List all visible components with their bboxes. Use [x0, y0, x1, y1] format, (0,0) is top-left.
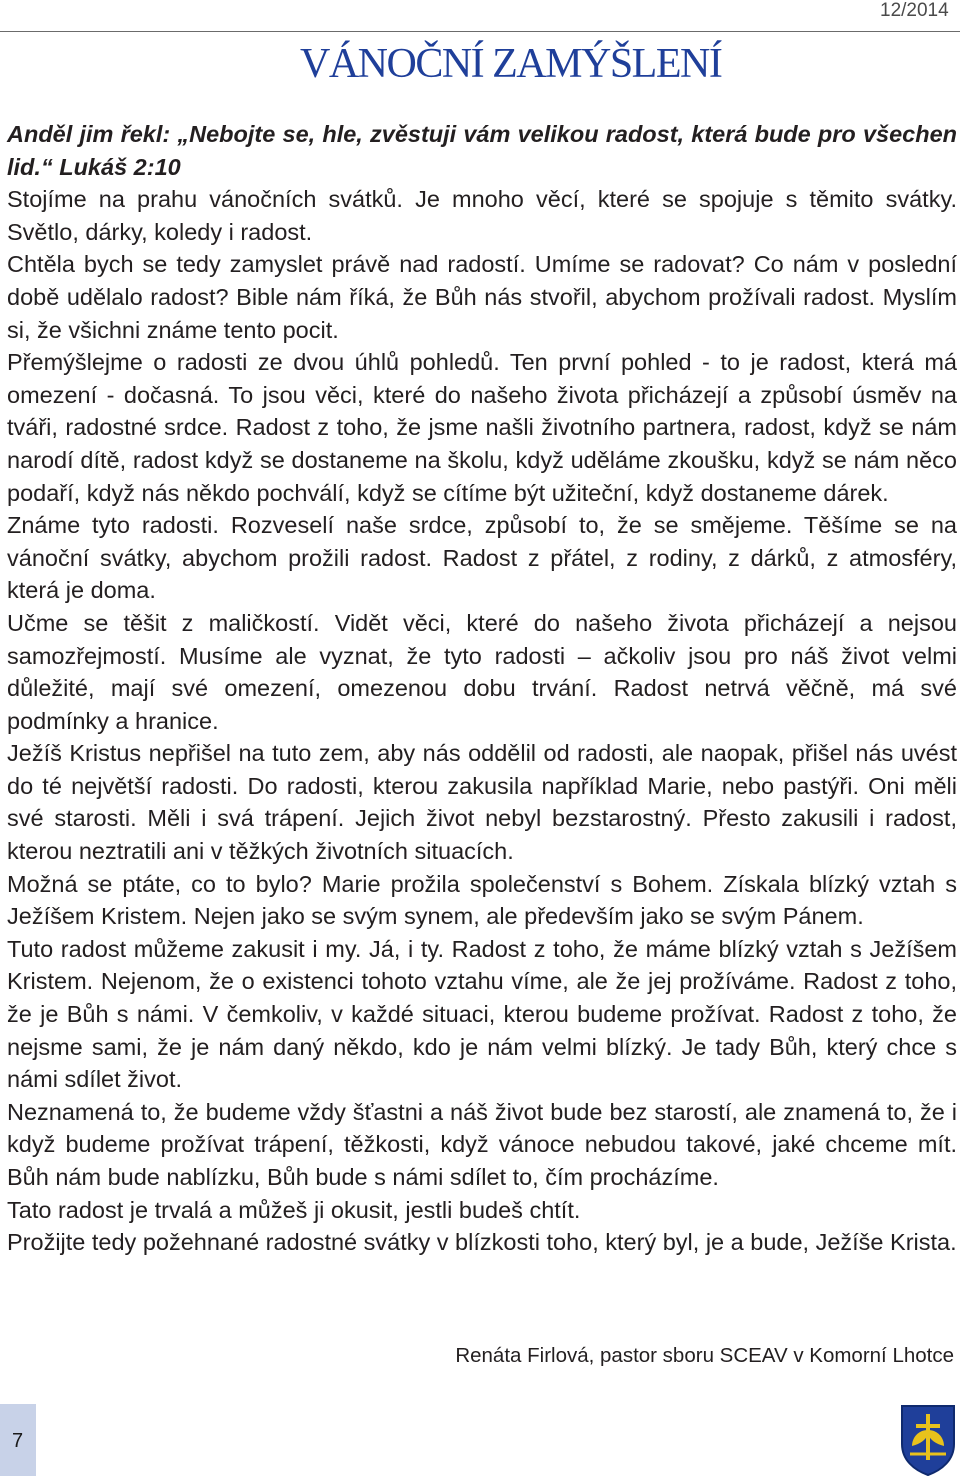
- page-title: VÁNOČNÍ ZAMÝŠLENÍ: [300, 41, 722, 87]
- page-number-tab: [0, 1404, 36, 1476]
- page-number: 7: [12, 1430, 24, 1452]
- paragraph: Ježíš Kristus nepřišel na tuto zem, aby nás oddělil od radosti, ale naopak, přišel nás uvést do té největší radosti. Do radosti, kterou zakusila například Marie, nebo pastýři. Oni měli své starosti. Měli i svá trápení. Jejich život nebyl bezstarostný. Přesto zakusili i radost, kterou neztratili ani v těžkých životních situacích.: [7, 740, 957, 865]
- paragraph: Tato radost je trvalá a můžeš ji okusit, jestli budeš chtít.: [7, 1196, 581, 1223]
- paragraph: Stojíme na prahu vánočních svátků. Je mnoho věcí, které se spojuje s těmito svátky. Světlo, dárky, koledy i radost.: [7, 186, 957, 245]
- header-rule: [0, 31, 960, 32]
- paragraph: Známe tyto radosti. Rozveselí naše srdce, způsobí to, že se smějeme. Těšíme se na vánoční svátky, abychom prožili radost. Radost z přátel, z rodiny, z dárků, z atmosféry, která je doma.: [7, 512, 957, 604]
- paragraph: Tuto radost můžeme zakusit i my. Já, i ty. Radost z toho, že máme blízký vztah s Ježíšem Kristem. Nejenom, že o existenci tohoto vztahu víme, ale že jej prožíváme. Radost z toho, že je Bůh s námi. V čemkoliv, v každé situaci, kterou budeme prožívat. Radost z toho, že nejsme sami, že je nám daný někdo, kdo je nám velmi blízký. Je tady Bůh, který chce s námi sdílet život.: [7, 935, 957, 1093]
- paragraph: Prožijte tedy požehnané radostné svátky v blízkosti toho, který byl, je a bude, Ježíše Krista.: [7, 1229, 957, 1256]
- author-signature: Renáta Firlová, pastor sboru SCEAV v Komorní Lhotce: [455, 1344, 954, 1367]
- paragraph: Neznamená to, že budeme vždy šťastni a náš život bude bez starostí, ale znamená to, že i když budeme prožívat trápení, těžkosti, když vánoce nebudou takové, jaké chceme mít. Bůh nám bude nablízku, Bůh bude s námi sdílet to, čím procházíme.: [7, 1098, 957, 1190]
- paragraph: Přemýšlejme o radosti ze dvou úhlů pohledů. Ten první pohled - to je radost, která má omezení - dočasná. To jsou věci, které do našeho života přicházejí a způsobí úsměv na tváři, radostné srdce. Radost z toho, že jsme našli životního partnera, radost, když se nám narodí dítě, radost když se dostaneme na školu, když uděláme zkoušku, když se nám něco podaří, když nás někdo pochválí, když se cítíme být užiteční, když dostaneme dárek.: [7, 349, 957, 506]
- issue-date: 12/2014: [880, 0, 949, 21]
- article-body: [7, 118, 957, 1259]
- bible-quote: Anděl jim řekl: „Nebojte se, hle, zvěstuji vám velikou radost, která bude pro všechen lid.“ Lukáš 2:10: [7, 121, 957, 180]
- paragraph: Učme se těšit z maličkostí. Vidět věci, které do našeho života přicházejí a nejsou samozřejmostí. Musíme ale vyznat, že tyto radosti – ačkoliv jsou pro náš život velmi důležité, mají své omezení, omezenou dobu trvání. Radost netrvá věčně, má své podmínky a hranice.: [7, 609, 957, 734]
- church-emblem-icon: [896, 1400, 960, 1476]
- paragraph: Možná se ptáte, co to bylo? Marie prožila společenství s Bohem. Získala blízký vztah s Ježíšem Kristem. Nejen jako se svým synem, ale především jako se svým Pánem.: [7, 870, 957, 930]
- paragraph: Chtěla bych se tedy zamyslet právě nad radostí. Umíme se radovat? Co nám v poslední době udělalo radost? Bible nám říká, že Bůh nás stvořil, abychom prožívali radost. Myslím si, že všichni známe tento pocit.: [7, 251, 957, 343]
